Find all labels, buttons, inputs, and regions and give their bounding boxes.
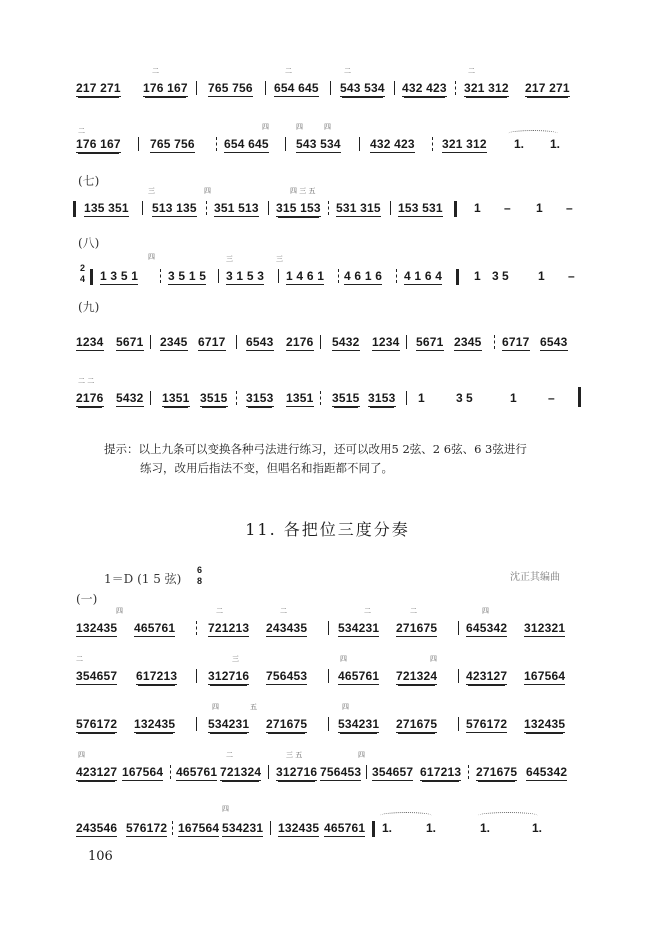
repeat-end [372, 821, 375, 837]
time-sig-top: 6 [197, 565, 203, 575]
note-group: 312321 [524, 621, 566, 635]
note-group: 756453 [320, 765, 362, 779]
note-group: 576172 [76, 717, 118, 731]
score-line-4 [0, 253, 655, 300]
note-group: 721324 [220, 765, 262, 779]
fingering-mark: 三 [148, 187, 155, 195]
barline [196, 717, 197, 731]
barline [285, 137, 286, 151]
note-group: 576172 [126, 821, 168, 835]
note-group: 271675 [266, 717, 308, 731]
fingering-mark: 四 [262, 123, 269, 131]
note-group: 132435 [524, 717, 566, 731]
note-group: 4 6 1 6 [344, 269, 383, 283]
barline [458, 669, 459, 683]
score-line-1 [0, 67, 655, 112]
fingering-mark: 二 [280, 607, 287, 615]
note-group: 6543 [540, 335, 568, 349]
fingering-mark: 二 [410, 607, 417, 615]
note: 1 [474, 201, 481, 215]
note-group: 534231 [338, 621, 380, 635]
note: 3 5 [456, 391, 473, 405]
note-group: 756453 [266, 669, 308, 683]
score-line-2 [0, 123, 655, 168]
barline [458, 717, 459, 731]
note-group: 465761 [134, 621, 176, 635]
note-group: 2176 [286, 335, 314, 349]
score-line-9 [0, 703, 655, 748]
note-group: 543 534 [296, 137, 341, 151]
note-group: 271675 [476, 765, 518, 779]
dash: – [566, 201, 573, 215]
barline [394, 81, 395, 95]
note: 1. [480, 821, 491, 835]
tie-arc [478, 812, 538, 819]
barline [170, 765, 172, 779]
fingering-mark: 四 [78, 751, 85, 759]
note-group: 1351 [162, 391, 190, 405]
note-group: 617213 [136, 669, 178, 683]
note: 1 [536, 201, 543, 215]
note-group: 312716 [276, 765, 318, 779]
note-group: 513 135 [152, 201, 197, 215]
barline [328, 621, 329, 635]
time-sig-top: 2 [80, 263, 86, 273]
barline [268, 765, 269, 779]
note-group: 6717 [198, 335, 226, 349]
barline [196, 81, 197, 95]
note-group: 3515 [332, 391, 360, 405]
note-group: 2176 [76, 391, 104, 405]
exercise-label: (八) [78, 236, 100, 250]
note-group: 465761 [176, 765, 218, 779]
note: 1. [550, 137, 561, 151]
note-group: 423127 [76, 765, 118, 779]
note-group: 721324 [396, 669, 438, 683]
barline [366, 765, 367, 779]
note-group: 2345 [454, 335, 482, 349]
note-group: 321 312 [464, 81, 509, 95]
note-group: 1234 [372, 335, 400, 349]
barline [396, 269, 398, 283]
note-group: 132435 [278, 821, 320, 835]
barline [458, 621, 459, 635]
barline [196, 621, 198, 635]
barline [328, 669, 329, 683]
barline [216, 137, 218, 151]
fingering-mark: 五 [250, 703, 257, 711]
note: 1. [532, 821, 543, 835]
fingering-mark: 四 [482, 607, 489, 615]
final-barline [578, 387, 581, 407]
note-group: 531 315 [336, 201, 381, 215]
barline [406, 335, 407, 349]
fingering-mark: 四 [358, 751, 365, 759]
fingering-mark: 二 [285, 67, 292, 75]
fingering-mark: 三 [226, 255, 233, 263]
fingering-mark: 四 [342, 703, 349, 711]
barline [320, 335, 321, 349]
time-sig-bottom: 4 [80, 274, 86, 284]
barline [206, 201, 208, 215]
note-group: 1 4 6 1 [286, 269, 325, 283]
score-line-11 [0, 805, 655, 852]
barline [236, 335, 237, 349]
barline [138, 137, 139, 151]
note-group: 321 312 [442, 137, 487, 151]
note-group: 351 513 [214, 201, 259, 215]
exercise-label: (七) [78, 174, 100, 188]
barline [390, 201, 391, 215]
fingering-mark: 四 [296, 123, 303, 131]
fingering-mark: 四 [204, 187, 211, 195]
barline [278, 269, 279, 283]
barline [494, 335, 496, 349]
barline [432, 137, 434, 151]
note-group: 217 271 [76, 81, 121, 95]
note-group: 645342 [466, 621, 508, 635]
barline [328, 201, 330, 215]
note-group: 617213 [420, 765, 462, 779]
exercise-label: (九) [78, 300, 100, 314]
note-group: 3 5 1 5 [168, 269, 207, 283]
barline [328, 717, 329, 731]
barline [142, 201, 143, 215]
barline [455, 81, 457, 95]
note-group: 243435 [266, 621, 308, 635]
note-group: 312716 [208, 669, 250, 683]
note-group: 354657 [372, 765, 414, 779]
note-group: 765 756 [208, 81, 253, 95]
note-group: 5432 [116, 391, 144, 405]
note-group: 5671 [416, 335, 444, 349]
note-group: 315 153 [276, 201, 321, 215]
note-group: 534231 [222, 821, 264, 835]
fingering-mark: 四 [324, 123, 331, 131]
note-group: 271675 [396, 717, 438, 731]
fingering-mark: 四 [430, 655, 437, 663]
note: 3 5 [492, 269, 509, 283]
note-group: 4 1 6 4 [404, 269, 443, 283]
note: 1. [426, 821, 437, 835]
exercise-label: (一) [76, 592, 98, 606]
note: 1. [382, 821, 393, 835]
barline [330, 81, 331, 95]
note-group: 176 167 [76, 137, 121, 151]
barline [218, 269, 219, 283]
note-group: 6717 [502, 335, 530, 349]
note-group: 5671 [116, 335, 144, 349]
fingering-mark: 二 [226, 751, 233, 759]
note-group: 6543 [246, 335, 274, 349]
section-title: 11. 各把位三度分奏 [245, 520, 410, 539]
score-line-10 [0, 751, 655, 796]
note-group: 534231 [338, 717, 380, 731]
note-group: 167564 [524, 669, 566, 683]
note-group: 354657 [76, 669, 118, 683]
barline [150, 335, 151, 349]
note-group: 5432 [332, 335, 360, 349]
note-group: 132435 [134, 717, 176, 731]
barline [150, 391, 151, 405]
fingering-mark: 三 [276, 255, 283, 263]
barline [270, 821, 271, 835]
fingering-mark: 二 [78, 127, 85, 135]
score-line-5 [0, 326, 655, 366]
barline [320, 391, 322, 405]
note-group: 432 423 [402, 81, 447, 95]
barline [160, 269, 162, 283]
fingering-mark: 四 [148, 253, 155, 261]
score-line-8 [0, 655, 655, 700]
note-group: 132435 [76, 621, 118, 635]
note-group: 465761 [324, 821, 366, 835]
repeat-end [456, 269, 459, 285]
note-group: 721213 [208, 621, 250, 635]
fingering-mark: 四 三 五 [290, 187, 316, 195]
fingering-mark: 四 [222, 805, 229, 813]
tip-line-2: 练习，改用后指法不变，但唱名和指距都不同了。 [140, 461, 393, 475]
repeat-start [90, 269, 93, 285]
note-group: 2345 [160, 335, 188, 349]
note-group: 271675 [396, 621, 438, 635]
fingering-mark: 二 [364, 607, 371, 615]
barline [236, 391, 238, 405]
page-number: 106 [88, 849, 113, 864]
note: 1 [510, 391, 517, 405]
barline [406, 391, 407, 405]
note-group: 654 645 [274, 81, 319, 95]
note-group: 3515 [200, 391, 228, 405]
barline [196, 669, 197, 683]
note-group: 1 3 5 1 [100, 269, 139, 283]
fingering-mark: 二 [216, 607, 223, 615]
fingering-mark: 二 二 [78, 377, 95, 385]
fingering-mark: 四 [212, 703, 219, 711]
barline [268, 201, 269, 215]
note-group: 243546 [76, 821, 118, 835]
fingering-mark: 四 [340, 655, 347, 663]
barline [338, 269, 340, 283]
barline [172, 821, 174, 835]
dash: – [568, 269, 575, 283]
fingering-mark: 二 [468, 67, 475, 75]
note-group: 3153 [246, 391, 274, 405]
note-group: 167564 [122, 765, 164, 779]
barline [468, 765, 470, 779]
note-group: 176 167 [143, 81, 188, 95]
note-group: 645342 [526, 765, 568, 779]
repeat-start [73, 201, 76, 217]
repeat-end [454, 201, 457, 217]
note: 1. [514, 137, 525, 151]
note-group: 135 351 [84, 201, 129, 215]
note-group: 153 531 [398, 201, 443, 215]
note-group: 3 1 5 3 [226, 269, 265, 283]
note-group: 465761 [338, 669, 380, 683]
score-line-3 [0, 187, 655, 232]
score-line-6 [0, 377, 655, 422]
note: 1 [474, 269, 481, 283]
fingering-mark: 二 [76, 655, 83, 663]
note-group: 534231 [208, 717, 250, 731]
note-group: 1351 [286, 391, 314, 405]
dash: – [548, 391, 555, 405]
fingering-mark: 二 [152, 67, 159, 75]
time-sig-bottom: 8 [197, 576, 203, 586]
tie-arc [508, 130, 558, 137]
fingering-mark: 四 [116, 607, 123, 615]
note-group: 654 645 [224, 137, 269, 151]
note: 1 [418, 391, 425, 405]
arranger-credit: 沈正其编曲 [510, 572, 560, 583]
note-group: 1234 [76, 335, 104, 349]
note-group: 3153 [368, 391, 396, 405]
barline [265, 81, 266, 95]
note-group: 576172 [466, 717, 508, 731]
score-line-7 [0, 607, 655, 652]
dash: – [504, 201, 511, 215]
barline [359, 137, 360, 151]
note-group: 217 271 [525, 81, 570, 95]
note: 1 [538, 269, 545, 283]
note-group: 423127 [466, 669, 508, 683]
fingering-mark: 三 五 [286, 751, 303, 759]
note-group: 543 534 [340, 81, 385, 95]
key-signature: 1＝D (1 5 弦) [104, 572, 182, 586]
tie-arc [380, 812, 432, 819]
fingering-mark: 三 [232, 655, 239, 663]
note-group: 167564 [178, 821, 220, 835]
fingering-mark: 二 [344, 67, 351, 75]
note-group: 432 423 [370, 137, 415, 151]
note-group: 765 756 [150, 137, 195, 151]
tip-line-1: 提示：以上九条可以变换各种弓法进行练习，还可以改用5 2弦、2 6弦、6 3弦进行 [104, 442, 527, 456]
